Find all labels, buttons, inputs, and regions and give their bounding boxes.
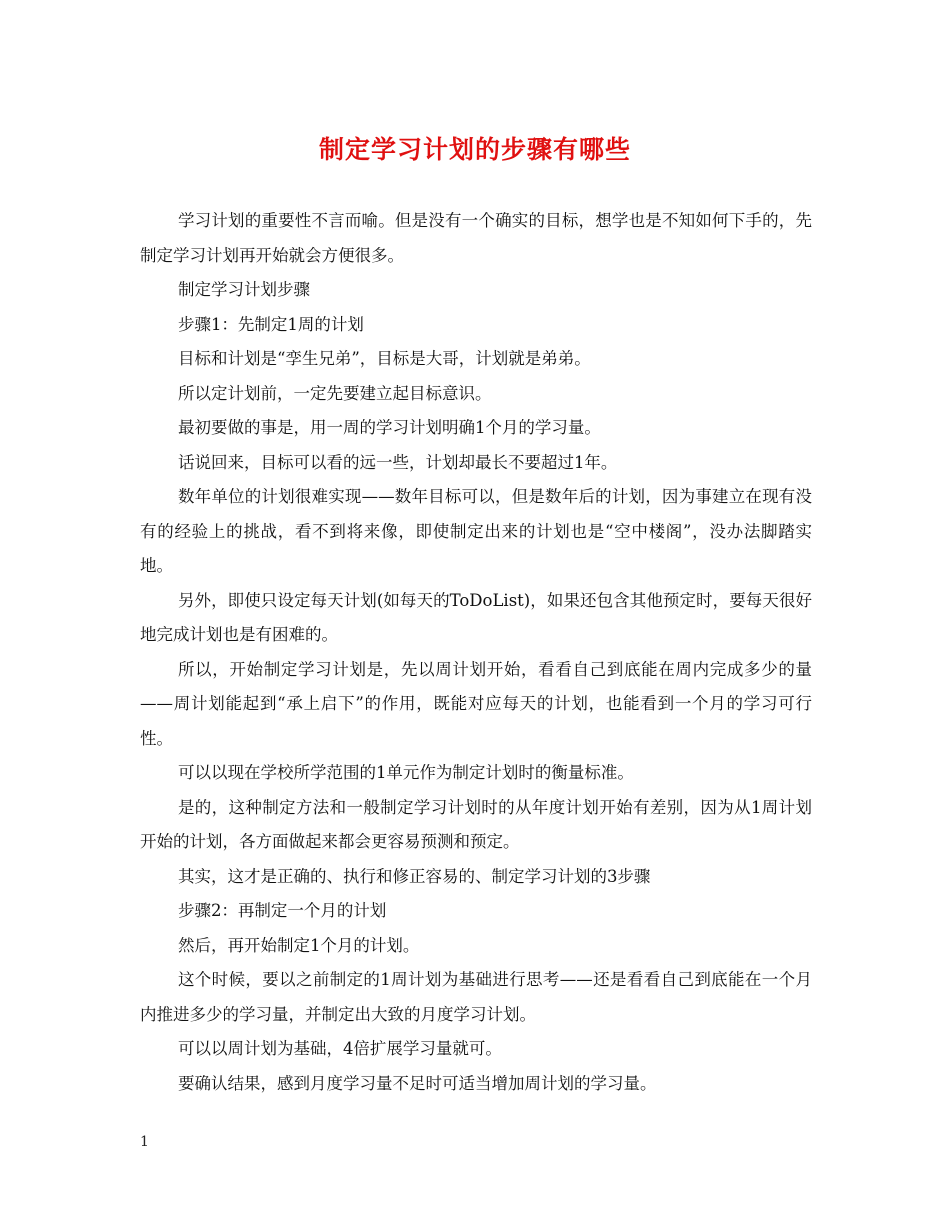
paragraph: 学习计划的重要性不言而喻。但是没有一个确实的目标，想学也是不知如何下手的，先制定学习计划再开始就会方便很多。	[140, 211, 812, 265]
paragraph: 要确认结果，感到月度学习量不足时可适当增加周计划的学习量。	[177, 1073, 657, 1093]
document-body	[140, 204, 812, 1101]
paragraph: 目标和计划是“孪生兄弟”，目标是大哥，计划就是弟弟。	[177, 349, 591, 368]
paragraph: 是的，这种制定方法和一般制定学习计划时的从年度计划开始有差别，因为从1周计划开始的计划，各方面做起来都会更容易预测和预定。	[140, 797, 812, 851]
document-title: 制定学习计划的步骤有哪些	[318, 135, 631, 164]
paragraph: 最初要做的事是，用一周的学习计划明确1个月的学习量。	[177, 418, 601, 437]
step-heading: 步骤2：再制定一个月的计划	[177, 901, 387, 920]
paragraph: 可以以周计划为基础，4倍扩展学习量就可。	[177, 1039, 502, 1058]
paragraph: 另外，即使只设定每天计划(如每天的ToDoList)，如果还包含其他预定时，要每天很好地完成计划也是有困难的。	[140, 590, 812, 644]
paragraph: 其实，这才是正确的、执行和修正容易的、制定学习计划的3步骤	[177, 866, 651, 886]
step-heading: 步骤1：先制定1周的计划	[177, 314, 364, 334]
paragraph: 然后，再开始制定1个月的计划。	[177, 935, 420, 955]
paragraph: 所以，开始制定学习计划是，先以周计划开始，看看自己到底能在周内完成多少的量——周计划能起到“承上启下”的作用，既能对应每天的计划，也能看到一个月的学习可行性。	[140, 659, 812, 748]
paragraph: 数年单位的计划很难实现——数年目标可以，但是数年后的计划，因为事建立在现有没有的经验上的挑战，看不到将来像，即使制定出来的计划也是“空中楼阁”，没办法脚踏实地。	[140, 487, 812, 575]
paragraph: 这个时候，要以之前制定的1周计划为基础进行思考——还是看看自己到底能在一个月内推进多少的学习量，并制定出大致的月度学习计划。	[140, 970, 812, 1024]
page-number: 1	[140, 1134, 149, 1150]
section-heading: 制定学习计划步骤	[177, 280, 310, 299]
paragraph: 可以以现在学校所学范围的1单元作为制定计划时的衡量标准。	[177, 763, 634, 782]
paragraph: 话说回来，目标可以看的远一些，计划却最长不要超过1年。	[177, 452, 618, 472]
paragraph: 所以定计划前，一定先要建立起目标意识。	[177, 383, 492, 403]
